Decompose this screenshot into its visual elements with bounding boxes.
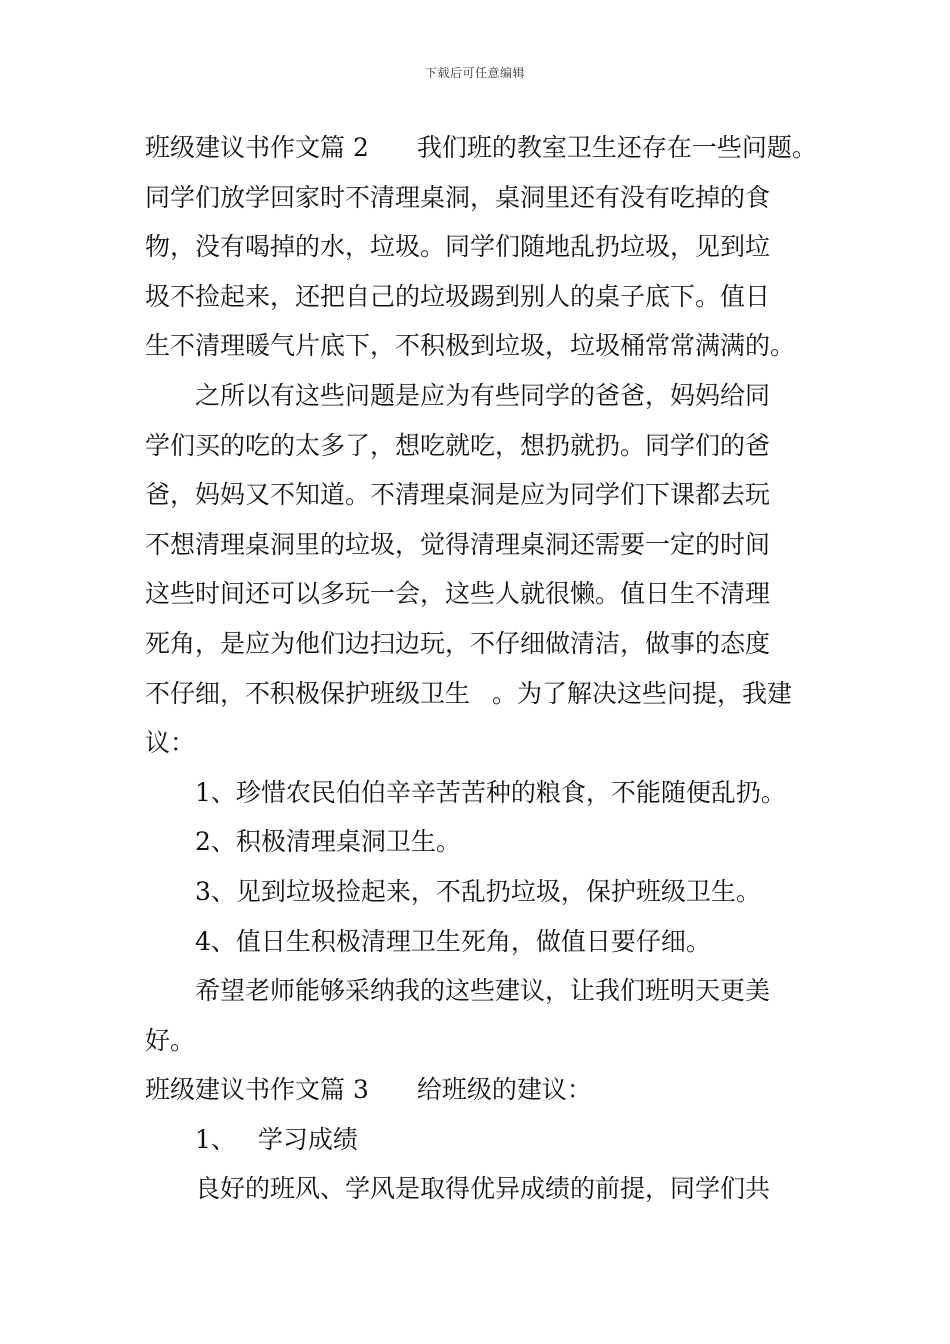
text-line <box>145 674 825 724</box>
text-line: 良好的班风、学风是取得优异成绩的前提，同学们共 <box>195 1174 771 1204</box>
text-line: 这些时间还可以多玩一会，这些人就很懒。值日生不清理 <box>145 579 771 609</box>
section3-title: 班级建议书作文篇 3 <box>145 1075 369 1105</box>
text-line: 物，没有喝掉的水，垃圾。同学们随地乱扔垃圾，见到垃 <box>145 232 771 262</box>
item-title: 学习成绩 <box>257 1124 358 1154</box>
text-line: 圾不捡起来，还把自己的垃圾踢到别人的桌子底下。值日 <box>145 281 771 311</box>
text-line: 爸，妈妈又不知道。不清理桌洞是应为同学们下课都去玩 <box>145 480 771 510</box>
text-line: 死角，是应为他们边扫边玩，不仔细做清洁，做事的态度 <box>145 628 771 658</box>
text-line: 议： <box>145 728 196 758</box>
section3-heading-line <box>145 1070 825 1120</box>
page-header: 下载后可任意编辑 <box>424 66 525 80</box>
suggestion-item: 1、珍惜农民伯伯辛辛苦苦种的粮食，不能随便乱扔。 <box>195 777 786 807</box>
text-fragment: 。为了解决这些问提，我建 <box>492 678 793 708</box>
document-body <box>145 128 825 1219</box>
text-line: 不想清理桌洞里的垃圾，觉得清理桌洞还需要一定的时间 <box>145 529 771 559</box>
text-line: 生不清理暖气片底下，不积极到垃圾，垃圾桶常常满满的。 <box>145 331 796 361</box>
section3-item-heading <box>145 1120 825 1170</box>
suggestion-item: 4、值日生积极清理卫生死角，做值日要仔细。 <box>195 926 711 956</box>
item-number: 1、 <box>195 1124 236 1154</box>
section2-title: 班级建议书作文篇 2 <box>145 133 369 162</box>
text-line: 之所以有这些问题是应为有些同学的爸爸，妈妈给同 <box>195 380 771 410</box>
text-line: 希望老师能够采纳我的这些建议，让我们班明天更美 <box>195 976 771 1006</box>
text-fragment: 不仔细，不积极保护班级卫生 <box>145 678 471 708</box>
text-line: 同学们放学回家时不清理桌洞，桌洞里还有没有吃掉的食 <box>145 182 771 212</box>
section2-heading-line <box>145 128 825 178</box>
section3-intro: 给班级的建议： <box>416 1075 592 1105</box>
text-line: 好。 <box>145 1025 196 1055</box>
text-line: 学们买的吃的太多了，想吃就吃，想扔就扔。同学们的爸 <box>145 430 771 460</box>
section2-intro-line: 我们班的教室卫生还存在一些问题。 <box>416 133 817 162</box>
suggestion-item: 3、见到垃圾捡起来，不乱扔垃圾，保护班级卫生。 <box>195 876 761 906</box>
suggestion-item: 2、积极清理桌洞卫生。 <box>195 827 461 857</box>
